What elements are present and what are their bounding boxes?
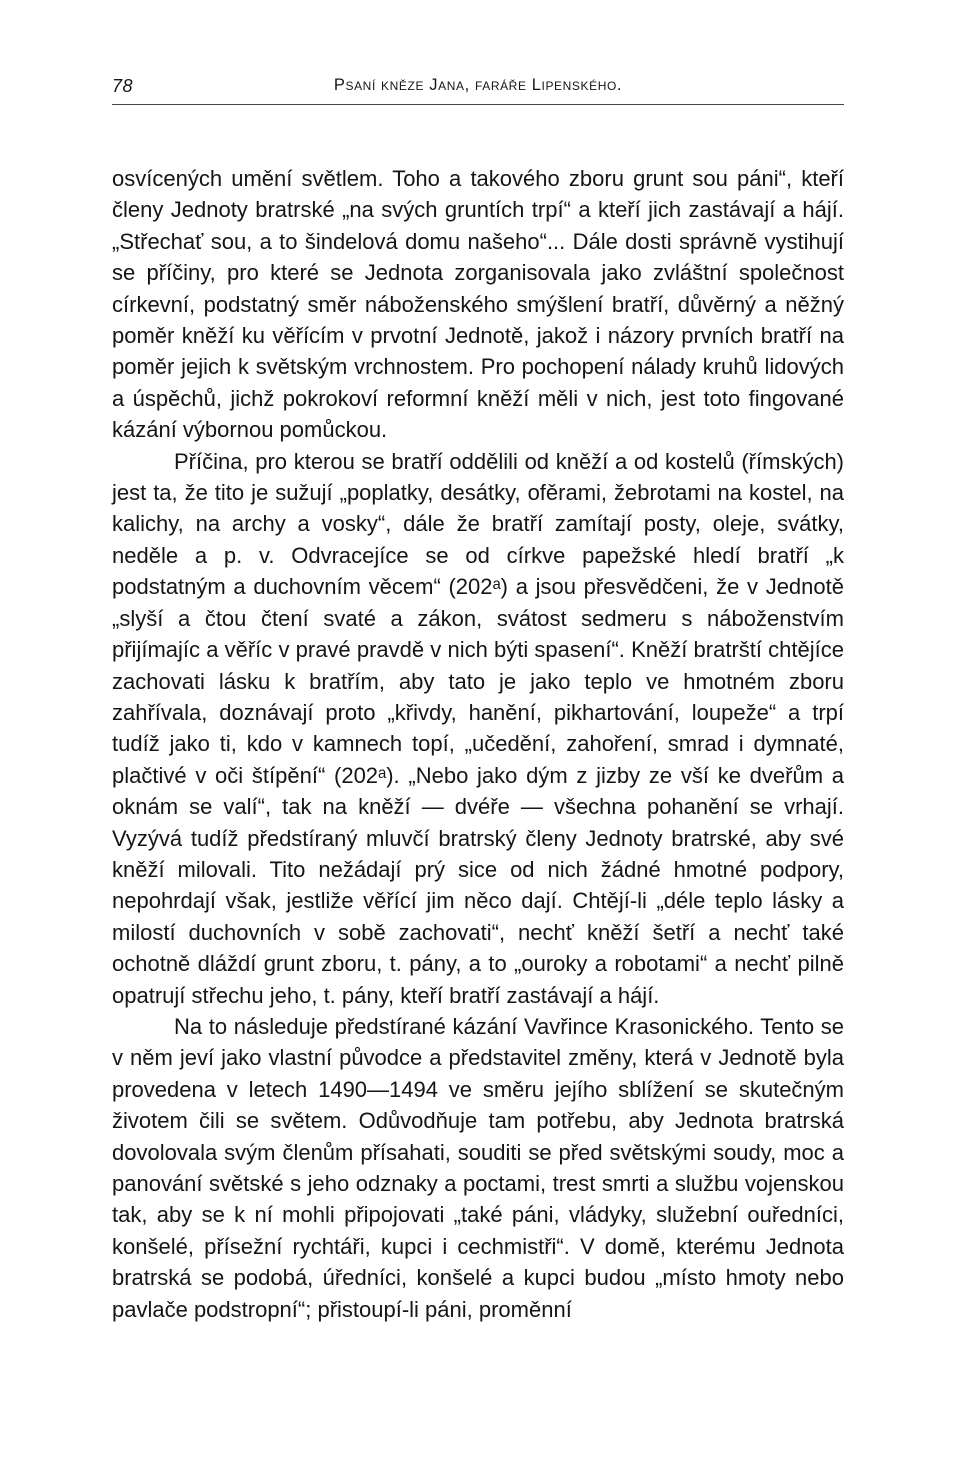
paragraph-2: Příčina, pro kterou se bratří oddělili od kněží a od kostelů (římských) jest ta, že tito je sužují „poplatky, desátky, ofěrami, žebrotami na kostel, na kalichy, na archy a vosky“, dále že bratří zamítají posty, oleje, svátky, neděle a p. v. Odvracejíce se od církve papežské hledí bratří „k podstatným a duchovním věcem“ (202ᵃ) a jsou přesvědčeni, že v Jednotě „slyší a čtou čtení svaté a zákon, svátost sedmeru s náboženstvím přijímajíc a věříc v pravé pravdě v nich býti spasení“. Kněží bratrští chtějíce zachovati lásku k bratřím, aby tato je jako teplo ve hmotném zboru zahřívala, doznávají proto „křivdy, hanění, pikhartování, loupeže“ a trpí tudíž jako ti, kdo v kamnech topí, „učedění, zahoření, smrad i dymnaté, plačtivé v oči štípění“ (202ᵃ). „Nebo jako dým z jizby ze vší ke dveřům a oknám se valí“, tak na kněží — dvéře — všechna pohanění se vrhají. Vyzývá tudíž předstíraný mluvčí bratrský členy Jednoty bratrské, aby své kněží milovali. Tito nežádají prý sice od nich žádné hmotné podpory, nepohrdají však, jestliže věřící jim něco dají. Chtějí-li „déle teplo lásky a milostí duchovních v sobě zachovati“, nechť kněží šetří a nechť také ochotně dláždí grunt zboru, t. pány, a to „ouroky a robotami“ a nechť pilně opatrují střechu jeho, t. pány, kteří bratří zastávají a hájí. [112,448,844,1008]
header-rule [112,104,844,105]
running-title: Psaní kněze Jana, faráře Lipenského. [333,76,623,94]
running-header [112,76,844,102]
page-number: 78 [112,76,134,96]
paragraph-3: Na to následuje předstírané kázání Vavřince Krasonického. Tento se v něm jeví jako vlastní původce a představitel změny, která v Jednotě byla provedena v letech 1490—1494 ve směru jejího sblížení se skutečným životem čili se světem. Odůvodňuje tam potřebu, aby Jednota bratrská dovolovala svým členům přísahati, souditi se před světskými soudy, moc a panování světské s jeho odznaky a poctami, trest smrti a službu vojenskou tak, aby se k ní mohli připojovati „také páni, vládyky, služební ouředníci, konšelé, přísežní rychtáři, kupci i cechmistři“. V domě, kterému Jednota bratrská se podobá, úředníci, konšelé a kupci budou „místo hmoty nebo pavlače podstropní“; přistoupí-li páni, proměnní [112,1013,844,1322]
paragraph-1: osvícených umění světlem. Toho a takového zboru grunt sou páni“, kteří členy Jednoty bratrské „na svých gruntích trpí“ a kteří jich zastávají a hájí. „Střechať sou, a to šindelová domu našeho“... Dále dosti správně vystihují se příčiny, pro které se Jednota zorganisovala jako zvláštní společnost církevní, podstatný směr náboženského smýšlení bratří, důvěrný a něžný poměr kněží ku věřícím v prvotní Jednotě, jakož i názory prvních bratří na poměr jejich k světským vrchnostem. Pro pochopení nálady kruhů lidových a úspěchů, jichž pokrokoví reformní kněží měli v nich, jest toto fingované kázání výbornou pomůckou. [112,166,844,443]
body-text [112,163,844,1325]
